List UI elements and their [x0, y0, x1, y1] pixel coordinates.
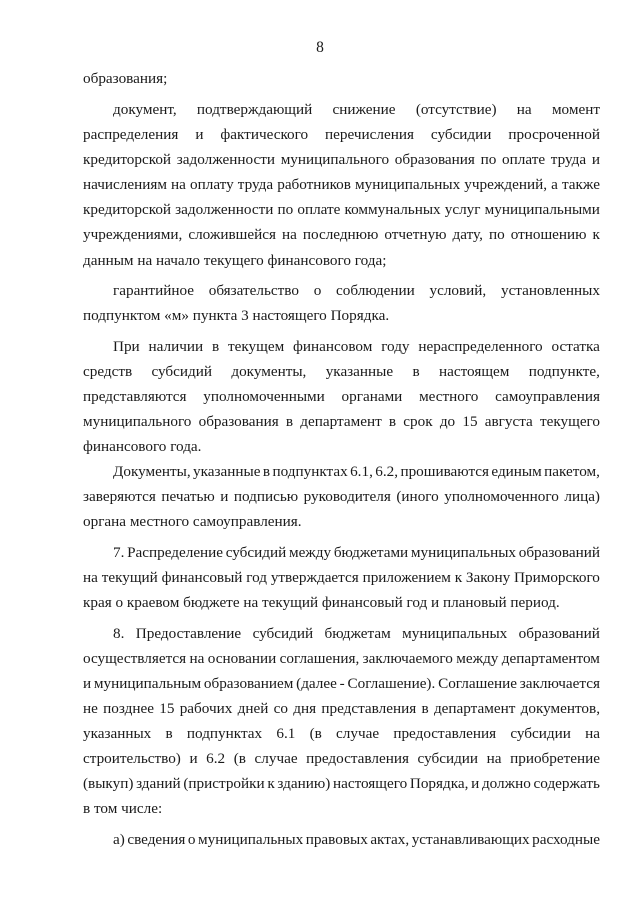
text-line: не позднее 15 рабочих дней со дня представления в департамент документов,	[83, 700, 600, 717]
text-line: на текущий финансовый год утверждается приложением к Закону Приморского	[83, 569, 600, 586]
text-line: средств субсидий документы, указанные в настоящем подпункте,	[83, 363, 600, 380]
text-line: кредиторской задолженности по оплате коммунальных услуг муниципальными	[83, 201, 600, 218]
text-line: подпунктом «м» пункта 3 настоящего Порядка.	[83, 307, 390, 324]
text-line: образования;	[83, 70, 168, 87]
text-line: распределения и фактического перечисления субсидии просроченной	[83, 126, 600, 143]
text-line: представляются уполномоченными органами местного самоуправления	[83, 388, 600, 405]
text-line: 7. Распределение субсидий между бюджетами муниципальных образований	[113, 544, 600, 561]
text-line: заверяются печатью и подписью руководителя (иного уполномоченного лица)	[83, 488, 600, 505]
text-line: в том числе:	[83, 800, 163, 817]
text-line: (выкуп) зданий (пристройки к зданию) настоящего Порядка, и должно содержать	[83, 775, 600, 792]
page-number: 8	[316, 39, 324, 56]
text-line: органа местного самоуправления.	[83, 513, 302, 530]
text-line: муниципального образования в департамент в срок до 15 августа текущего	[83, 413, 600, 430]
text-line: и муниципальным образованием (далее - Соглашение). Соглашение заключается	[83, 675, 600, 692]
text-line: начислениям на оплату труда работников муниципальных учреждений, а также	[83, 176, 600, 193]
text-line: При наличии в текущем финансовом году нераспределенного остатка	[113, 338, 600, 355]
text-line: указанных в подпунктах 6.1 (в случае предоставления субсидии на	[83, 725, 600, 742]
text-line: Документы, указанные в подпунктах 6.1, 6.2, прошиваются единым пакетом,	[113, 463, 600, 480]
text-line: осуществляется на основании соглашения, заключаемого между департаментом	[83, 650, 600, 667]
text-line: данным на начало текущего финансового года;	[83, 252, 387, 269]
text-line: документ, подтверждающий снижение (отсутствие) на момент	[113, 101, 600, 118]
text-line: строительство) и 6.2 (в случае предоставления субсидии на приобретение	[83, 750, 600, 767]
text-line: края о краевом бюджете на текущий финансовый год и плановый период.	[83, 594, 560, 611]
text-line: гарантийное обязательство о соблюдении условий, установленных	[113, 282, 600, 299]
text-line: учреждениями, сложившейся на последнюю отчетную дату, по отношению к	[83, 226, 600, 243]
text-line: кредиторской задолженности муниципального образования по оплате труда и	[83, 151, 600, 168]
text-line: финансового года.	[83, 438, 202, 455]
text-line: 8. Предоставление субсидий бюджетам муниципальных образований	[113, 625, 600, 642]
text-line: а) сведения о муниципальных правовых актах, устанавливающих расходные	[113, 831, 600, 848]
